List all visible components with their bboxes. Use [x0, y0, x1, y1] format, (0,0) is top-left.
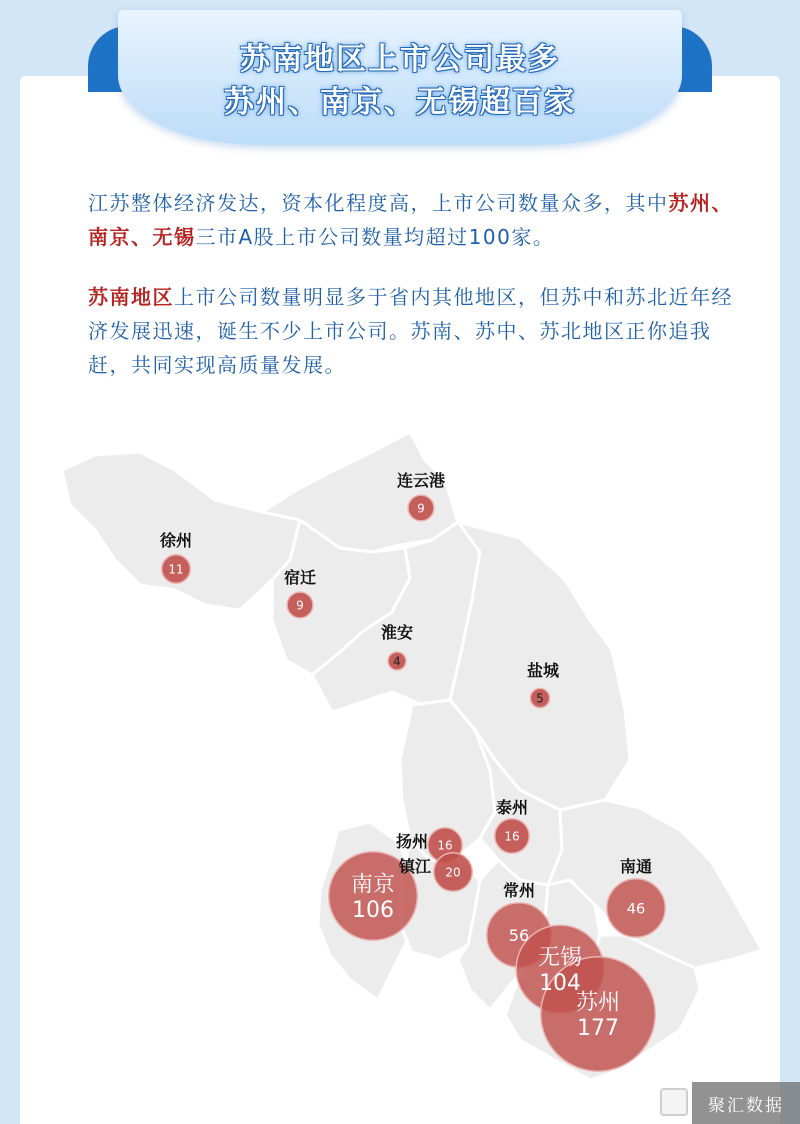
city-name-常州: 常州 [502, 881, 536, 900]
city-value-南通: 46 [626, 900, 646, 918]
city-value-无锡: 104 [539, 970, 581, 996]
city-value-淮安: 4 [393, 654, 401, 669]
city-value-镇江: 20 [445, 865, 461, 880]
page-title: 苏南地区上市公司最多 [240, 42, 560, 77]
highlight-cities: 苏州、南京、无锡 [88, 191, 733, 249]
city-value-南京: 106 [352, 897, 394, 923]
city-name-宿迁: 宿迁 [283, 568, 317, 587]
city-value-宿迁: 9 [296, 598, 304, 613]
city-name-苏州: 苏州 [575, 990, 621, 1016]
highlight-region: 苏南地区 [88, 285, 174, 309]
watermark: 聚汇数据 [692, 1082, 800, 1124]
city-name-徐州: 徐州 [159, 531, 193, 550]
city-name-南京: 南京 [350, 872, 396, 898]
city-name-连云港: 连云港 [396, 471, 446, 490]
city-name-泰州: 泰州 [495, 798, 529, 817]
city-value-连云港: 9 [417, 501, 425, 516]
city-value-常州: 56 [508, 926, 530, 946]
page-subtitle: 苏州、南京、无锡超百家 [224, 85, 576, 120]
city-name-镇江: 镇江 [398, 857, 432, 876]
intro-text-a: 江苏整体经济发达，资本化程度高，上市公司数量众多，其中 [88, 191, 669, 215]
watermark-icon [660, 1088, 688, 1116]
region-text: 上市公司数量明显多于省内其他地区，但苏中和苏北近年经济发展迅速，诞生不少上市公司。苏南、苏中、苏北地区正你追我赶，共同实现高质量发展。 [88, 285, 733, 377]
city-name-无锡: 无锡 [538, 945, 582, 971]
city-value-扬州: 16 [437, 838, 453, 853]
city-name-南通: 南通 [619, 857, 653, 876]
map-regions [62, 432, 762, 1080]
city-value-盐城: 5 [536, 691, 544, 706]
intro-text-c: 三市A股上市公司数量均超过100家。 [195, 225, 555, 249]
city-value-徐州: 11 [168, 562, 184, 577]
city-value-苏州: 177 [577, 1015, 619, 1041]
city-name-扬州: 扬州 [395, 832, 429, 851]
city-value-泰州: 16 [504, 829, 520, 844]
city-name-淮安: 淮安 [380, 623, 414, 642]
city-name-盐城: 盐城 [526, 661, 560, 680]
